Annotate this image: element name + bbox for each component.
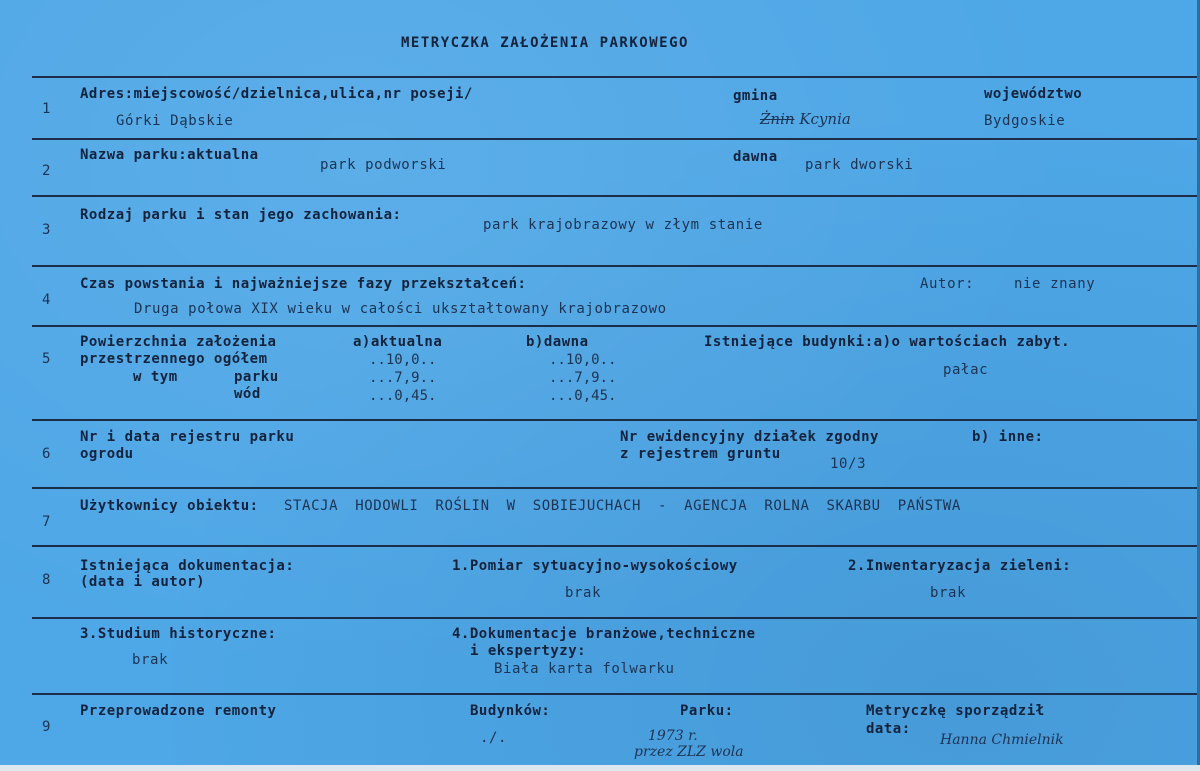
rule-1 — [32, 138, 1200, 140]
creation-time-value: Druga połowa XIX wieku w całości ukształtowany krajobrazowo — [134, 301, 667, 317]
renovation-buildings-value: ./. — [480, 730, 508, 746]
greenery-inventory-label: 2.Inwentaryzacja zieleni: — [848, 558, 1072, 574]
prepared-by-label: Metryczkę sporządził — [866, 703, 1045, 719]
other-buildings-label: b) inne: — [972, 429, 1044, 445]
card-title: METRYCZKA ZAŁOŻENIA PARKOWEGO — [401, 35, 689, 51]
row-number-2: 2 — [42, 163, 51, 179]
row-number-7: 7 — [42, 514, 51, 530]
area-label-2: przestrzennego ogółem — [80, 351, 268, 367]
row-number-6: 6 — [42, 446, 51, 462]
gmina-label: gmina — [733, 88, 778, 104]
rule-3 — [32, 265, 1200, 267]
area-current-total: ..10,0.. — [369, 352, 437, 368]
parcel-label-2: z rejestrem gruntu — [620, 446, 781, 462]
row-number-9: 9 — [42, 719, 51, 735]
rule-9 — [32, 693, 1200, 695]
rule-2 — [32, 195, 1200, 197]
scan-bottom-band — [0, 765, 1200, 771]
creation-time-label: Czas powstania i najważniejsze fazy przekształceń: — [80, 276, 527, 292]
park-name-value: park podworski — [320, 157, 447, 173]
area-current-column-label: a)aktualna — [353, 334, 443, 350]
rule-4 — [32, 325, 1200, 327]
row-number-3: 3 — [42, 222, 51, 238]
parcel-value: 10/3 — [830, 456, 867, 472]
prepared-by-value: Hanna Chmielnik — [940, 732, 1064, 748]
area-w-tym-label: w tym — [133, 369, 178, 385]
technical-docs-label-2: i ekspertyzy: — [470, 643, 587, 659]
parcel-label-1: Nr ewidencyjny działek zgodny — [620, 429, 879, 445]
documentation-label-1: Istniejąca dokumentacja: — [80, 558, 295, 574]
gmina-struck-value: Żnin — [760, 110, 795, 128]
survey-value: brak — [565, 585, 602, 601]
renovations-label: Przeprowadzone remonty — [80, 703, 277, 719]
area-former-water: ...0,45. — [549, 388, 617, 404]
existing-buildings-label: Istniejące budynki:a)o wartościach zabyt. — [704, 334, 1071, 350]
former-name-label: dawna — [733, 149, 778, 165]
former-name-value: park dworski — [805, 157, 914, 173]
users-label: Użytkownicy obiektu: — [80, 498, 259, 514]
area-current-park: ...7,9.. — [369, 370, 437, 386]
rule-8 — [32, 617, 1200, 619]
park-type-label: Rodzaj parku i stan jego zachowania: — [80, 207, 402, 223]
area-current-water: ...0,45. — [369, 388, 437, 404]
row-number-8: 8 — [42, 572, 51, 588]
rule-7 — [32, 545, 1200, 547]
renovation-park-value-2: przez ZLZ wola — [634, 744, 744, 760]
author-value: nie znany — [1014, 276, 1096, 292]
area-park-label: parku — [234, 369, 279, 385]
gmina-value — [760, 110, 851, 128]
address-value: Górki Dąbskie — [116, 113, 234, 129]
renovation-buildings-label: Budynków: — [470, 703, 551, 719]
author-label: Autor: — [920, 276, 975, 292]
historical-study-label: 3.Studium historyczne: — [80, 626, 277, 642]
area-former-column-label: b)dawna — [526, 334, 589, 350]
documentation-label-2: (data i autor) — [80, 574, 206, 590]
park-name-label: Nazwa parku:aktualna — [80, 147, 259, 163]
row-number-1: 1 — [42, 101, 51, 117]
area-former-park: ...7,9.. — [549, 370, 617, 386]
area-water-label: wód — [234, 386, 261, 402]
rule-6 — [32, 487, 1200, 489]
technical-docs-value: Biała karta folwarku — [494, 661, 675, 677]
voivodeship-value: Bydgoskie — [984, 113, 1066, 129]
historical-study-value: brak — [132, 652, 169, 668]
voivodeship-label: województwo — [984, 86, 1083, 102]
park-type-value: park krajobrazowy w złym stanie — [483, 217, 763, 233]
rule-top — [32, 76, 1200, 78]
row-number-4: 4 — [42, 292, 51, 308]
renovation-park-label: Parku: — [680, 703, 734, 719]
area-label-1: Powierzchnia założenia — [80, 334, 277, 350]
registry-label-1: Nr i data rejestru parku — [80, 429, 295, 445]
survey-label: 1.Pomiar sytuacyjno-wysokościowy — [452, 558, 738, 574]
registry-label-2: ogrodu — [80, 446, 134, 462]
prepared-date-label: data: — [866, 721, 911, 737]
row-number-5: 5 — [42, 351, 51, 367]
existing-buildings-value: pałac — [943, 362, 989, 378]
address-label: Adres:miejscowość/dzielnica,ulica,nr poseji/ — [80, 86, 473, 102]
area-former-total: ..10,0.. — [549, 352, 617, 368]
users-value: STACJA HODOWLI ROŚLIN W SOBIEJUCHACH - AGENCJA ROLNA SKARBU PAŃSTWA — [284, 498, 961, 514]
greenery-inventory-value: brak — [930, 585, 967, 601]
renovation-park-value-1: 1973 r. — [648, 728, 698, 744]
technical-docs-label-1: 4.Dokumentacje branżowe,techniczne — [452, 626, 756, 642]
gmina-handwritten-value: Kcynia — [799, 110, 851, 128]
rule-5 — [32, 419, 1200, 421]
